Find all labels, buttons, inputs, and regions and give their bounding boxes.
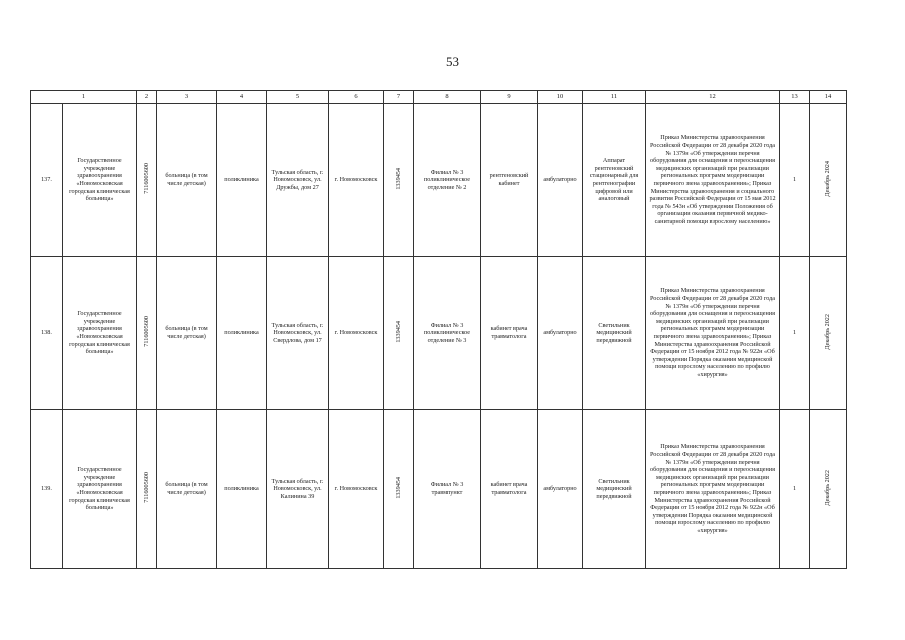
- facility-type: больница (в том числе детская): [157, 257, 217, 410]
- organization-name: Государственное учреждение здравоохранения «Новомосковская городская клиническая больница»: [63, 104, 137, 257]
- branch: Филиал № 3 травмпункт: [414, 410, 481, 569]
- code-text: 7116005600: [142, 163, 150, 195]
- quantity: 1: [780, 257, 810, 410]
- address: Тульская область, г. Новомосковск, ул. Дружбы, дом 27: [267, 104, 329, 257]
- code-cell: [137, 257, 157, 410]
- header-cell-7: 7: [384, 91, 414, 104]
- organization-name: Государственное учреждение здравоохранения «Новомосковская городская клиническая больница»: [63, 410, 137, 569]
- date-cell: [810, 104, 847, 257]
- row-number: 139.: [31, 410, 63, 569]
- header-cell-1: 1: [31, 91, 137, 104]
- branch: Филиал № 3 поликлиническое отделение № 3: [414, 257, 481, 410]
- regulatory-order: Приказ Министерства здравоохранения Российской Федерации от 28 декабря 2020 года № 1379н «Об утверждении перечня оборудования для оснащения и переоснащения медицинских организаций при реализации региональных программ модернизации первичного звена здравоохранения»; Приказ Министерства здравоохранения Российской Федерации от 15 ноября 2012 года № 922н «Об утверждении Порядка оказания медицинской помощи взрослому населению по профилю «хирургия»: [646, 257, 780, 410]
- oktmo-cell: [384, 410, 414, 569]
- district: г. Новомосковск: [329, 104, 384, 257]
- header-cell-10: 10: [538, 91, 583, 104]
- date-text: Декабрь 2024: [824, 160, 832, 197]
- date-text: Декабрь 2022: [824, 313, 832, 350]
- header-cell-6: 6: [329, 91, 384, 104]
- care-conditions: амбулаторно: [538, 257, 583, 410]
- equipment-name: Светильник медицинский передвижной: [583, 410, 646, 569]
- table-row: [31, 257, 847, 410]
- oktmo-text: 1339454: [394, 167, 402, 190]
- oktmo-text: 1339454: [394, 320, 402, 343]
- cabinet: кабинет врача травматолога: [481, 257, 538, 410]
- date-text: Декабрь 2022: [824, 469, 832, 506]
- equipment-name: Аппарат рентгеновский стационарный для рентгенографии цифровой или аналоговый: [583, 104, 646, 257]
- oktmo-cell: [384, 104, 414, 257]
- header-cell-2: 2: [137, 91, 157, 104]
- code-text: 7116005600: [142, 316, 150, 348]
- row-number: 137.: [31, 104, 63, 257]
- facility-type: больница (в том числе детская): [157, 104, 217, 257]
- header-cell-9: 9: [481, 91, 538, 104]
- table-row: [31, 410, 847, 569]
- facility-type: больница (в том числе детская): [157, 410, 217, 569]
- date-cell: [810, 410, 847, 569]
- branch: Филиал № 3 поликлиническое отделение № 2: [414, 104, 481, 257]
- oktmo-cell: [384, 257, 414, 410]
- organization-name: Государственное учреждение здравоохранения «Новомосковская городская клиническая больница»: [63, 257, 137, 410]
- regulatory-order: Приказ Министерства здравоохранения Российской Федерации от 28 декабря 2020 года № 1379н «Об утверждении перечня оборудования для оснащения и переоснащения медицинских организаций при реализации региональных программ модернизации первичного звена здравоохранения»; Приказ Министерства здравоохранения и социального развития Российской Федерации от 15 мая 2012 года № 543н «Об утверждении Положения об организации оказания первичной медико-санитарной помощи взрослому населению»: [646, 104, 780, 257]
- equipment-name: Светильник медицинский передвижной: [583, 257, 646, 410]
- header-cell-14: 14: [810, 91, 847, 104]
- table-row: [31, 104, 847, 257]
- header-cell-4: 4: [217, 91, 267, 104]
- page-number: 53: [446, 54, 459, 69]
- district: г. Новомосковск: [329, 410, 384, 569]
- code-cell: [137, 104, 157, 257]
- quantity: 1: [780, 410, 810, 569]
- facility-form: поликлиника: [217, 410, 267, 569]
- code-cell: [137, 410, 157, 569]
- cabinet: кабинет врача травматолога: [481, 410, 538, 569]
- header-cell-11: 11: [583, 91, 646, 104]
- care-conditions: амбулаторно: [538, 104, 583, 257]
- header-cell-13: 13: [780, 91, 810, 104]
- header-cell-5: 5: [267, 91, 329, 104]
- address: Тульская область, г. Новомосковск, ул. Калинина 39: [267, 410, 329, 569]
- oktmo-text: 1339454: [394, 476, 402, 499]
- address: Тульская область, г. Новомосковск, ул. Свердлова, дом 17: [267, 257, 329, 410]
- header-cell-12: 12: [646, 91, 780, 104]
- row-number: 138.: [31, 257, 63, 410]
- header-row: [31, 91, 847, 104]
- equipment-table: [30, 90, 847, 569]
- facility-form: поликлиника: [217, 257, 267, 410]
- date-cell: [810, 257, 847, 410]
- cabinet: рентгеновский кабинет: [481, 104, 538, 257]
- facility-form: поликлиника: [217, 104, 267, 257]
- code-text: 7116005600: [142, 472, 150, 504]
- header-cell-8: 8: [414, 91, 481, 104]
- quantity: 1: [780, 104, 810, 257]
- regulatory-order: Приказ Министерства здравоохранения Российской Федерации от 28 декабря 2020 года № 1379н «Об утверждении перечня оборудования для оснащения и переоснащения медицинских организаций при реализации региональных программ модернизации первичного звена здравоохранения»; Приказ Министерства здравоохранения Российской Федерации от 15 ноября 2012 года № 922н «Об утверждении Порядка оказания медицинской помощи взрослому населению по профилю «хирургия»: [646, 410, 780, 569]
- header-cell-3: 3: [157, 91, 217, 104]
- district: г. Новомосковск: [329, 257, 384, 410]
- care-conditions: амбулаторно: [538, 410, 583, 569]
